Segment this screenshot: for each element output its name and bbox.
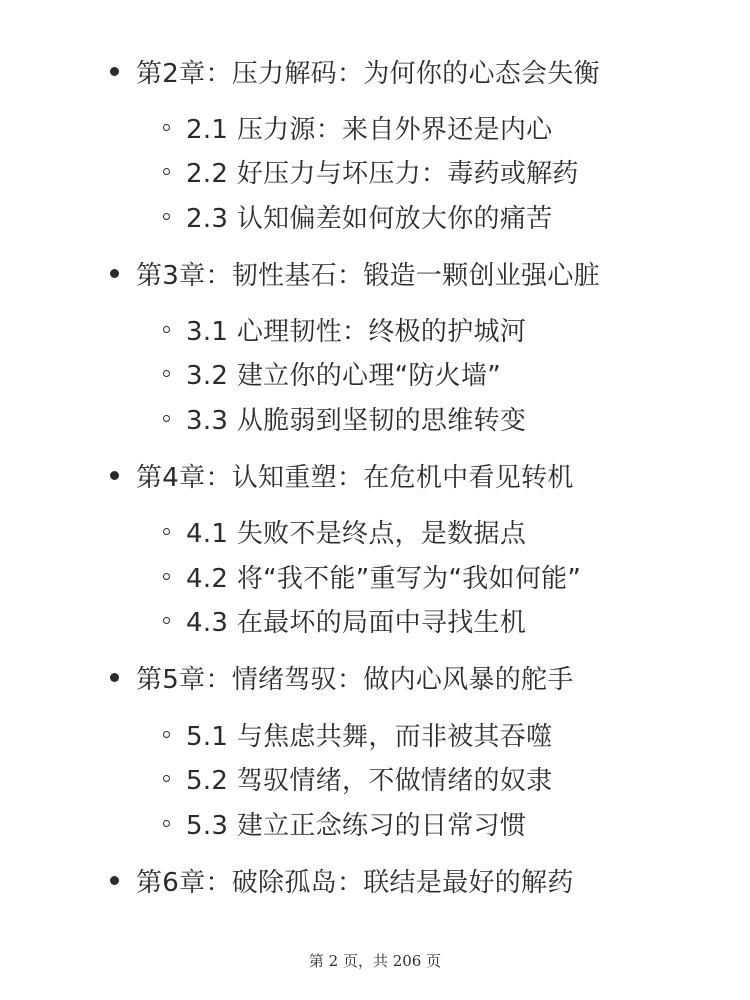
section-title: 4.3 在最坏的局面中寻找生机 bbox=[186, 607, 527, 638]
bullet-dot-icon bbox=[110, 876, 119, 885]
section-title: 3.2 建立你的心理“防火墙” bbox=[186, 360, 502, 391]
section-title: 4.1 失败不是终点，是数据点 bbox=[186, 518, 527, 549]
section-item bbox=[163, 398, 526, 438]
bullet-circle-icon bbox=[163, 326, 170, 333]
chapter-title: 第5章：情绪驾驭：做内心风暴的舵手 bbox=[136, 664, 574, 695]
chapter-title: 第4章：认知重塑：在危机中看见转机 bbox=[136, 462, 574, 493]
bullet-circle-icon bbox=[163, 528, 170, 535]
chapter-item bbox=[110, 51, 600, 91]
bullet-circle-icon bbox=[163, 213, 170, 220]
section-item bbox=[163, 107, 552, 147]
chapter-item bbox=[110, 455, 574, 495]
section-title: 2.2 好压力与坏压力：毒药或解药 bbox=[186, 158, 579, 189]
section-title: 3.3 从脆弱到坚韧的思维转变 bbox=[186, 405, 527, 436]
section-item bbox=[163, 600, 526, 640]
bullet-circle-icon bbox=[163, 415, 170, 422]
section-item bbox=[163, 309, 526, 349]
bullet-dot-icon bbox=[110, 471, 119, 480]
chapter-title: 第3章：韧性基石：锻造一颗创业强心脏 bbox=[136, 260, 600, 291]
bullet-circle-icon bbox=[163, 573, 170, 580]
chapter-item bbox=[110, 657, 574, 697]
chapter-item bbox=[110, 253, 600, 293]
bullet-dot-icon bbox=[110, 673, 119, 682]
section-item bbox=[163, 803, 526, 843]
section-title: 2.3 认知偏差如何放大你的痛苦 bbox=[186, 203, 553, 234]
bullet-circle-icon bbox=[163, 370, 170, 377]
bullet-circle-icon bbox=[163, 617, 170, 624]
section-title: 5.3 建立正念练习的日常习惯 bbox=[186, 810, 527, 841]
bullet-circle-icon bbox=[163, 124, 170, 131]
bullet-circle-icon bbox=[163, 775, 170, 782]
chapter-title: 第6章：破除孤岛：联结是最好的解药 bbox=[136, 867, 574, 898]
chapter-item bbox=[110, 860, 574, 900]
section-item bbox=[163, 556, 581, 596]
section-item bbox=[163, 151, 579, 191]
section-title: 5.2 驾驭情绪，不做情绪的奴隶 bbox=[186, 765, 553, 796]
bullet-circle-icon bbox=[163, 168, 170, 175]
bullet-circle-icon bbox=[163, 820, 170, 827]
section-item bbox=[163, 196, 552, 236]
section-title: 5.1 与焦虑共舞，而非被其吞噬 bbox=[186, 721, 553, 752]
chapter-title: 第2章：压力解码：为何你的心态会失衡 bbox=[136, 58, 600, 89]
page-number-footer: 第 2 页，共 206 页 bbox=[308, 952, 442, 970]
bullet-dot-icon bbox=[110, 269, 119, 278]
section-item bbox=[163, 758, 552, 798]
bullet-dot-icon bbox=[110, 67, 119, 76]
section-item bbox=[163, 714, 552, 754]
section-title: 2.1 压力源：来自外界还是内心 bbox=[186, 114, 553, 145]
section-title: 3.1 心理韧性：终极的护城河 bbox=[186, 316, 527, 347]
section-item bbox=[163, 511, 526, 551]
bullet-circle-icon bbox=[163, 731, 170, 738]
section-title: 4.2 将“我不能”重写为“我如何能” bbox=[186, 563, 582, 594]
section-item bbox=[163, 353, 501, 393]
